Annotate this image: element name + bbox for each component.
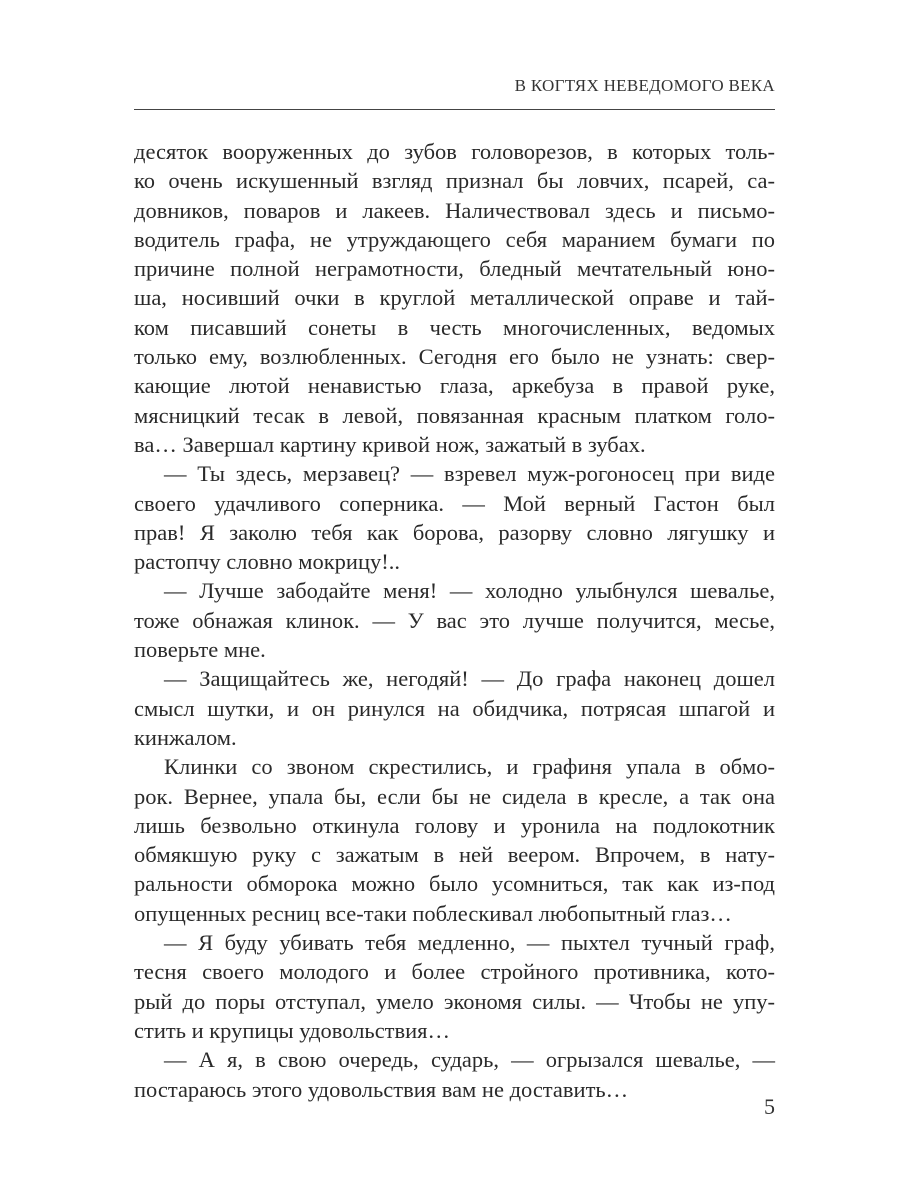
text-line: опущенных ресниц все-таки поблескивал любопытный глаз…	[134, 900, 732, 926]
text-line: ральности обморока можно было усомниться, так как из-под	[134, 871, 775, 897]
text-line: тесня своего молодого и более стройного противника, кото-	[134, 959, 775, 985]
text-line: рый до поры отступал, умело экономя силы. — Чтобы не упу-	[134, 988, 775, 1014]
text-line: мясницкий тесак в левой, повязанная красным платком голо-	[134, 402, 775, 428]
paragraph	[134, 664, 775, 752]
text-line: постараюсь этого удовольствия вам не доставить…	[134, 1076, 629, 1102]
text-line: водитель графа, не утруждающего себя маранием бумаги по	[134, 226, 775, 252]
text-line: стить и крупицы удовольствия…	[134, 1017, 451, 1043]
text-line: — Лучше забодайте меня! — холодно улыбнулся шевалье,	[164, 578, 775, 604]
text-line: — Защищайтесь же, негодяй! — До графа наконец дошел	[164, 666, 775, 692]
text-line: довников, поваров и лакеев. Наличествовал здесь и письмо-	[134, 197, 775, 223]
text-line: ком писавший сонеты в честь многочисленных, ведомых	[134, 314, 775, 340]
text-line: десяток вооруженных до зубов головорезов, в которых толь-	[134, 139, 775, 164]
text-line: — А я, в свою очередь, сударь, — огрызался шевалье, —	[164, 1047, 775, 1073]
paragraph	[134, 459, 775, 576]
body-text	[134, 137, 775, 1104]
text-line: поверьте мне.	[134, 637, 266, 663]
paragraph	[134, 576, 775, 664]
text-line: прав! Я заколю тебя как борова, разорву словно лягушку и	[134, 519, 775, 545]
running-head-title: В КОГТЯХ НЕВЕДОМОГО ВЕКА	[514, 76, 775, 95]
paragraph	[134, 928, 775, 1045]
paragraph	[134, 1045, 775, 1104]
text-line: — Ты здесь, мерзавец? — взревел муж-рогоносец при виде	[164, 461, 775, 487]
text-line: тоже обнажая клинок. — У вас это лучше получится, месье,	[134, 607, 775, 633]
text-line: Клинки со звоном скрестились, и графиня упала в обмо-	[164, 754, 775, 780]
text-line: причине полной неграмотности, бледный мечтательный юно-	[134, 256, 775, 282]
text-line: — Я буду убивать тебя медленно, — пыхтел тучный граф,	[164, 930, 775, 956]
text-line: только ему, возлюбленных. Сегодня его было не узнать: свер-	[134, 344, 775, 370]
text-line: рок. Вернее, упала бы, если бы не сидела в кресле, а так она	[134, 783, 775, 809]
text-line: смысл шутки, и он ринулся на обидчика, потрясая шпагой и	[134, 695, 775, 721]
text-line: обмякшую руку с зажатым в ней веером. Впрочем, в нату-	[134, 842, 775, 868]
text-line: лишь безвольно откинула голову и уронила на подлокотник	[134, 812, 775, 838]
text-line: своего удачливого соперника. — Мой верный Гастон был	[134, 490, 775, 516]
page-number: 5	[764, 1094, 775, 1119]
text-line: кающие лютой ненавистью глаза, аркебуза в правой руке,	[134, 373, 775, 399]
text-line: кинжалом.	[134, 724, 237, 750]
text-line: ша, носивший очки в круглой металлической оправе и тай-	[134, 285, 775, 311]
text-line: ва… Завершал картину кривой нож, зажатый в зубах.	[134, 431, 646, 457]
text-line: ко очень искушенный взгляд признал бы ловчих, псарей, са-	[134, 168, 775, 194]
paragraph	[134, 752, 775, 928]
paragraph	[134, 137, 775, 459]
header-rule	[134, 109, 775, 110]
text-line: растопчу словно мокрицу!..	[134, 549, 400, 575]
